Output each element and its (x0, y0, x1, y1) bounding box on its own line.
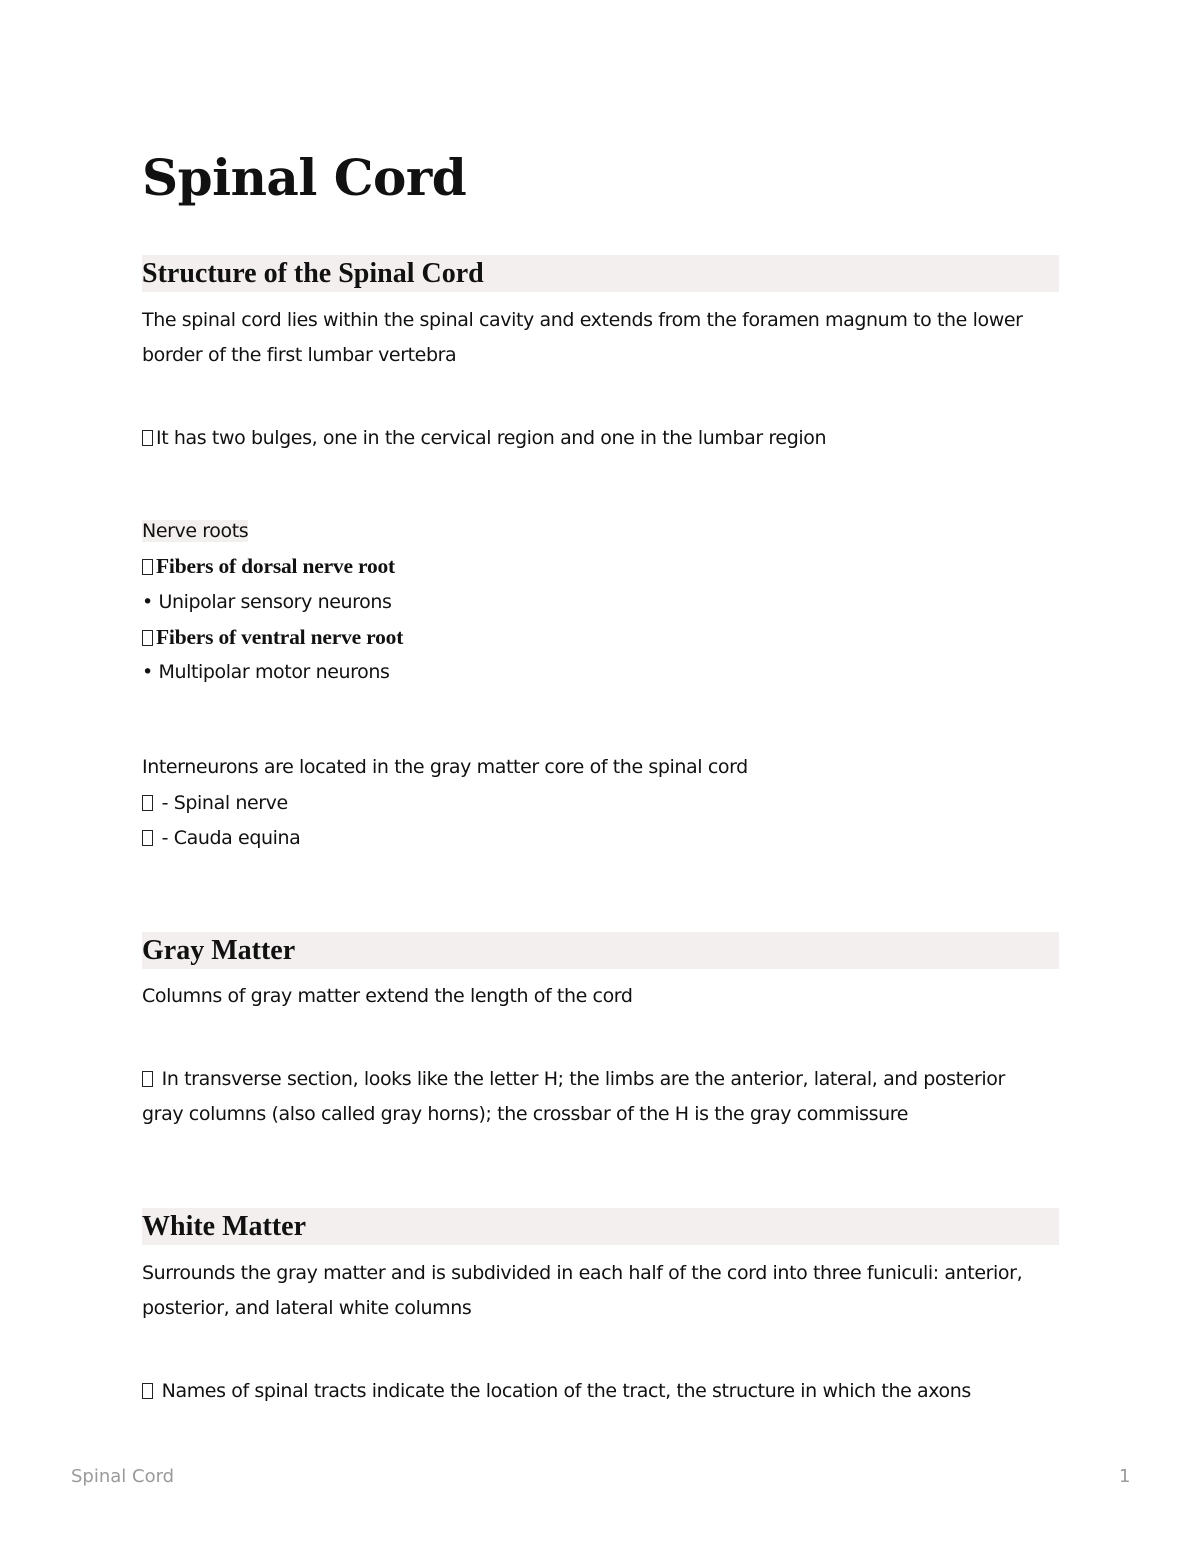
ventral-fibers-text: Fibers of ventral nerve root (156, 625, 404, 649)
missing-glyph-icon (142, 795, 153, 811)
structure-paragraph-line-1: The spinal cord lies within the spinal cavity and extends from the foramen magnum to the lower (142, 309, 1023, 331)
cauda-equina-item (142, 821, 300, 856)
missing-glyph-icon (142, 1383, 153, 1399)
white-matter-paragraph-1-line-2: posterior, and lateral white columns (142, 1297, 472, 1319)
missing-glyph-icon (142, 430, 153, 446)
nerve-roots-label: Nerve roots (142, 520, 249, 542)
white-matter-paragraph-2-text: Names of spinal tracts indicate the location of the tract, the structure in which the axons (156, 1380, 971, 1402)
white-matter-paragraph-2 (142, 1374, 971, 1409)
footer-page-number: 1 (1119, 1466, 1131, 1487)
gray-matter-paragraph-2-line-1 (142, 1062, 1005, 1097)
gray-matter-paragraph-1: Columns of gray matter extend the length of the cord (142, 985, 633, 1007)
gray-matter-paragraph-2-text: In transverse section, looks like the letter H; the limbs are the anterior, lateral, and posterior (156, 1068, 1005, 1090)
missing-glyph-icon (142, 1071, 153, 1087)
missing-glyph-icon (142, 630, 153, 646)
spinal-nerve-text: - Spinal nerve (156, 792, 288, 814)
structure-paragraph-line-2: border of the first lumbar vertebra (142, 344, 457, 366)
white-matter-paragraph-1-line-1: Surrounds the gray matter and is subdivided in each half of the cord into three funiculi: anterior, (142, 1262, 1023, 1284)
missing-glyph-icon (142, 830, 153, 846)
ventral-neurons-item: • Multipolar motor neurons (142, 661, 390, 683)
gray-matter-paragraph-2-line-2: gray columns (also called gray horns); the crossbar of the H is the gray commissure (142, 1103, 909, 1125)
dorsal-neurons-item: • Unipolar sensory neurons (142, 591, 392, 613)
bulges-text: It has two bulges, one in the cervical region and one in the lumbar region (156, 427, 827, 449)
bulges-paragraph (142, 421, 826, 456)
spinal-nerve-item (142, 786, 288, 821)
section-heading-structure: Structure of the Spinal Cord (142, 255, 1059, 292)
footer-title: Spinal Cord (71, 1466, 175, 1487)
section-heading-white-matter: White Matter (142, 1208, 1059, 1245)
nerve-roots-line (142, 514, 248, 549)
ventral-fibers-line (142, 620, 403, 656)
interneurons-paragraph: Interneurons are located in the gray matter core of the spinal cord (142, 756, 748, 778)
section-heading-gray-matter: Gray Matter (142, 932, 1059, 969)
missing-glyph-icon (142, 559, 153, 575)
dorsal-fibers-text: Fibers of dorsal nerve root (156, 554, 396, 578)
page-title: Spinal Cord (142, 148, 467, 207)
cauda-equina-text: - Cauda equina (156, 827, 301, 849)
dorsal-fibers-line (142, 549, 395, 585)
